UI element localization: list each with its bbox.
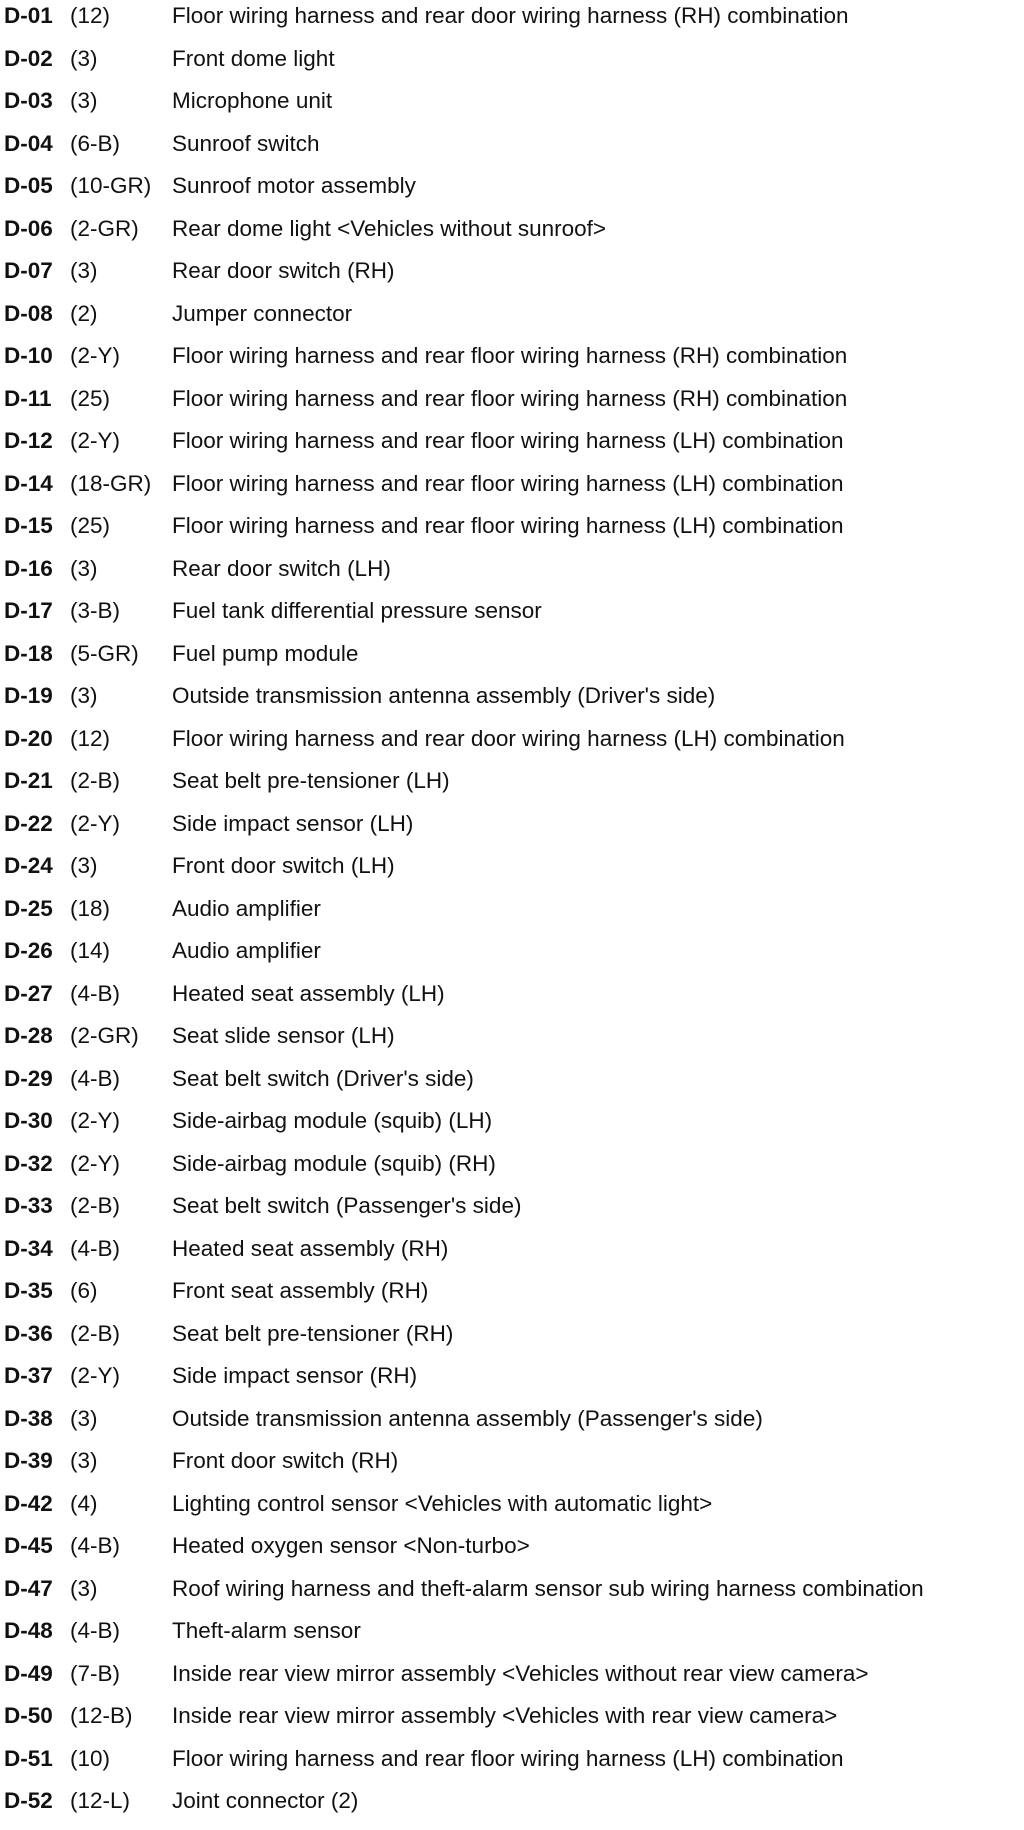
connector-description: Sunroof motor assembly bbox=[172, 173, 416, 198]
connector-pin-spec: (2-B) bbox=[70, 1193, 120, 1218]
connector-row bbox=[4, 1150, 1022, 1193]
connector-pin-spec: (18) bbox=[70, 895, 111, 921]
connector-code: D-14 bbox=[4, 470, 53, 496]
connector-description: Rear door switch (LH) bbox=[172, 555, 391, 581]
connector-description: Seat belt switch (Passenger's side) bbox=[172, 1193, 522, 1218]
connector-pin-spec: (10-GR) bbox=[70, 173, 152, 198]
connector-code: D-33 bbox=[4, 1193, 53, 1218]
connector-pin-spec: (25) bbox=[70, 385, 111, 411]
connector-code: D-04 bbox=[4, 130, 53, 156]
connector-code: D-08 bbox=[4, 300, 53, 326]
connector-code: D-27 bbox=[4, 980, 53, 1006]
connector-pin-spec: (3) bbox=[70, 683, 98, 708]
connector-description: Lighting control sensor <Vehicles with automatic light> bbox=[172, 1490, 713, 1516]
connector-description: Fuel tank differential pressure sensor bbox=[172, 598, 542, 623]
connector-code: D-18 bbox=[4, 640, 53, 666]
connector-pin-spec: (3) bbox=[70, 853, 98, 878]
connector-code: D-30 bbox=[4, 1108, 53, 1133]
connector-description: Rear dome light <Vehicles without sunroof> bbox=[172, 215, 607, 241]
connector-code: D-38 bbox=[4, 1405, 53, 1431]
connector-code: D-03 bbox=[4, 88, 53, 113]
connector-pin-spec: (4-B) bbox=[70, 980, 120, 1006]
connector-pin-spec: (2-GR) bbox=[70, 215, 139, 241]
connector-pin-spec: (3) bbox=[70, 1575, 98, 1601]
connector-row bbox=[4, 767, 1022, 810]
connector-description: Outside transmission antenna assembly (Passenger's side) bbox=[172, 1405, 763, 1431]
connector-code: D-48 bbox=[4, 1618, 53, 1643]
connector-pin-spec: (3) bbox=[70, 45, 98, 71]
connector-description: Sunroof switch bbox=[172, 130, 320, 156]
connector-code: D-36 bbox=[4, 1320, 53, 1346]
connector-row bbox=[4, 555, 1022, 598]
connector-row bbox=[4, 385, 1022, 428]
connector-description: Front seat assembly (RH) bbox=[172, 1278, 429, 1303]
connector-code: D-39 bbox=[4, 1448, 53, 1473]
connector-code: D-52 bbox=[4, 1788, 53, 1813]
connector-row bbox=[4, 1575, 1022, 1618]
connector-row bbox=[4, 172, 1022, 215]
connector-code: D-02 bbox=[4, 45, 53, 71]
connector-pin-spec: (12-B) bbox=[70, 1703, 133, 1728]
connector-row bbox=[4, 300, 1022, 343]
connector-description: Microphone unit bbox=[172, 88, 333, 113]
connector-row bbox=[4, 1787, 1022, 1830]
connector-pin-spec: (2-Y) bbox=[70, 1108, 120, 1133]
connector-description: Seat belt pre-tensioner (LH) bbox=[172, 768, 450, 793]
connector-code: D-51 bbox=[4, 1745, 53, 1771]
connector-code: D-45 bbox=[4, 1533, 53, 1558]
connector-code: D-28 bbox=[4, 1023, 53, 1048]
connector-pin-spec: (3-B) bbox=[70, 598, 120, 623]
connector-code: D-11 bbox=[4, 385, 52, 411]
connector-pin-spec: (14) bbox=[70, 938, 111, 963]
connector-pin-spec: (10) bbox=[70, 1745, 111, 1771]
connector-description: Roof wiring harness and theft-alarm sensor sub wiring harness combination bbox=[172, 1575, 924, 1601]
connector-row bbox=[4, 87, 1022, 130]
connector-row bbox=[4, 1362, 1022, 1405]
connector-pin-spec: (3) bbox=[70, 1405, 98, 1431]
connector-pin-spec: (2-B) bbox=[70, 768, 120, 793]
connector-row bbox=[4, 1022, 1022, 1065]
connector-code: D-12 bbox=[4, 428, 53, 453]
connector-pin-spec: (3) bbox=[70, 1448, 98, 1473]
connector-pin-spec: (7-B) bbox=[70, 1660, 120, 1686]
connector-row bbox=[4, 215, 1022, 258]
connector-pin-spec: (12-L) bbox=[70, 1788, 131, 1813]
connector-list bbox=[4, 2, 1022, 1830]
connector-code: D-05 bbox=[4, 173, 53, 198]
connector-description: Inside rear view mirror assembly <Vehicles with rear view camera> bbox=[172, 1703, 838, 1728]
connector-pin-spec: (6-B) bbox=[70, 130, 120, 156]
connector-code: D-20 bbox=[4, 725, 53, 751]
connector-code: D-34 bbox=[4, 1235, 53, 1261]
connector-pin-spec: (2-B) bbox=[70, 1320, 120, 1346]
connector-row bbox=[4, 1702, 1022, 1745]
connector-description: Front door switch (LH) bbox=[172, 853, 395, 878]
connector-pin-spec: (12) bbox=[70, 725, 111, 751]
connector-row bbox=[4, 1405, 1022, 1448]
connector-row bbox=[4, 597, 1022, 640]
connector-row bbox=[4, 895, 1022, 938]
connector-code: D-49 bbox=[4, 1660, 53, 1686]
connector-row bbox=[4, 640, 1022, 683]
connector-code: D-06 bbox=[4, 215, 53, 241]
connector-description: Floor wiring harness and rear door wiring harness (LH) combination bbox=[172, 725, 845, 751]
connector-row bbox=[4, 130, 1022, 173]
connector-description: Floor wiring harness and rear door wiring harness (RH) combination bbox=[172, 3, 849, 28]
connector-pin-spec: (3) bbox=[70, 555, 98, 581]
connector-row bbox=[4, 2, 1022, 45]
connector-code: D-21 bbox=[4, 768, 53, 793]
connector-row bbox=[4, 257, 1022, 300]
connector-description: Theft-alarm sensor bbox=[172, 1618, 361, 1643]
connector-description: Outside transmission antenna assembly (Driver's side) bbox=[172, 683, 716, 708]
connector-row bbox=[4, 1617, 1022, 1660]
connector-description: Audio amplifier bbox=[172, 895, 321, 921]
connector-pin-spec: (4-B) bbox=[70, 1235, 120, 1261]
connector-pin-spec: (12) bbox=[70, 3, 111, 28]
connector-description: Side impact sensor (LH) bbox=[172, 810, 414, 836]
connector-description: Heated seat assembly (RH) bbox=[172, 1235, 449, 1261]
connector-row bbox=[4, 725, 1022, 768]
connector-row bbox=[4, 512, 1022, 555]
connector-pin-spec: (2-Y) bbox=[70, 428, 120, 453]
connector-pin-spec: (25) bbox=[70, 513, 111, 538]
connector-pin-spec: (2) bbox=[70, 300, 98, 326]
connector-row bbox=[4, 1192, 1022, 1235]
connector-description: Audio amplifier bbox=[172, 938, 321, 963]
connector-code: D-19 bbox=[4, 683, 53, 708]
connector-code: D-15 bbox=[4, 513, 53, 538]
connector-row bbox=[4, 470, 1022, 513]
connector-description: Floor wiring harness and rear floor wiring harness (RH) combination bbox=[172, 385, 848, 411]
connector-description: Joint connector (2) bbox=[172, 1788, 359, 1813]
connector-code: D-47 bbox=[4, 1575, 53, 1601]
connector-description: Inside rear view mirror assembly <Vehicles without rear view camera> bbox=[172, 1660, 869, 1686]
connector-row bbox=[4, 1320, 1022, 1363]
connector-row bbox=[4, 1235, 1022, 1278]
connector-description: Side-airbag module (squib) (RH) bbox=[172, 1150, 496, 1176]
connector-code: D-24 bbox=[4, 853, 53, 878]
connector-row bbox=[4, 427, 1022, 470]
connector-code: D-22 bbox=[4, 810, 53, 836]
connector-pin-spec: (2-Y) bbox=[70, 1150, 120, 1176]
connector-code: D-25 bbox=[4, 895, 53, 921]
connector-code: D-17 bbox=[4, 598, 53, 623]
connector-pin-spec: (2-Y) bbox=[70, 343, 120, 368]
connector-row bbox=[4, 852, 1022, 895]
connector-code: D-01 bbox=[4, 3, 53, 28]
connector-code: D-26 bbox=[4, 938, 53, 963]
connector-description: Front dome light bbox=[172, 45, 335, 71]
connector-row bbox=[4, 937, 1022, 980]
connector-description: Side-airbag module (squib) (LH) bbox=[172, 1108, 493, 1133]
connector-code: D-37 bbox=[4, 1363, 53, 1388]
connector-description: Heated oxygen sensor <Non-turbo> bbox=[172, 1533, 530, 1558]
connector-row bbox=[4, 1660, 1022, 1703]
connector-row bbox=[4, 45, 1022, 88]
connector-row bbox=[4, 682, 1022, 725]
connector-pin-spec: (5-GR) bbox=[70, 640, 139, 666]
connector-description: Front door switch (RH) bbox=[172, 1448, 399, 1473]
connector-pin-spec: (4-B) bbox=[70, 1065, 120, 1091]
connector-description: Rear door switch (RH) bbox=[172, 258, 395, 283]
connector-pin-spec: (3) bbox=[70, 258, 98, 283]
connector-description: Side impact sensor (RH) bbox=[172, 1363, 418, 1388]
connector-pin-spec: (6) bbox=[70, 1278, 98, 1303]
connector-row bbox=[4, 1107, 1022, 1150]
connector-row bbox=[4, 1065, 1022, 1108]
connector-pin-spec: (2-Y) bbox=[70, 1363, 120, 1388]
connector-pin-spec: (4) bbox=[70, 1490, 98, 1516]
connector-code: D-32 bbox=[4, 1150, 53, 1176]
connector-description: Seat belt switch (Driver's side) bbox=[172, 1065, 474, 1091]
connector-pin-spec: (18-GR) bbox=[70, 470, 152, 496]
connector-code: D-07 bbox=[4, 258, 53, 283]
connector-pin-spec: (3) bbox=[70, 88, 98, 113]
connector-row bbox=[4, 342, 1022, 385]
connector-row bbox=[4, 980, 1022, 1023]
connector-code: D-50 bbox=[4, 1703, 53, 1728]
connector-description: Floor wiring harness and rear floor wiring harness (LH) combination bbox=[172, 1745, 844, 1771]
connector-description: Fuel pump module bbox=[172, 640, 359, 666]
connector-description: Floor wiring harness and rear floor wiring harness (LH) combination bbox=[172, 513, 844, 538]
connector-row bbox=[4, 1532, 1022, 1575]
connector-row bbox=[4, 810, 1022, 853]
connector-description: Floor wiring harness and rear floor wiring harness (LH) combination bbox=[172, 470, 844, 496]
connector-code: D-29 bbox=[4, 1065, 53, 1091]
connector-code: D-42 bbox=[4, 1490, 53, 1516]
connector-code: D-16 bbox=[4, 555, 53, 581]
connector-description: Floor wiring harness and rear floor wiring harness (RH) combination bbox=[172, 343, 848, 368]
connector-pin-spec: (2-Y) bbox=[70, 810, 120, 836]
connector-row bbox=[4, 1490, 1022, 1533]
connector-row bbox=[4, 1277, 1022, 1320]
connector-description: Seat slide sensor (LH) bbox=[172, 1023, 395, 1048]
connector-pin-spec: (4-B) bbox=[70, 1618, 120, 1643]
connector-pin-spec: (2-GR) bbox=[70, 1023, 139, 1048]
connector-code: D-10 bbox=[4, 343, 53, 368]
connector-description: Jumper connector bbox=[172, 300, 353, 326]
connector-pin-spec: (4-B) bbox=[70, 1533, 120, 1558]
connector-row bbox=[4, 1447, 1022, 1490]
connector-description: Heated seat assembly (LH) bbox=[172, 980, 445, 1006]
connector-code: D-35 bbox=[4, 1278, 53, 1303]
connector-row bbox=[4, 1745, 1022, 1788]
connector-description: Floor wiring harness and rear floor wiring harness (LH) combination bbox=[172, 428, 844, 453]
connector-description: Seat belt pre-tensioner (RH) bbox=[172, 1320, 454, 1346]
